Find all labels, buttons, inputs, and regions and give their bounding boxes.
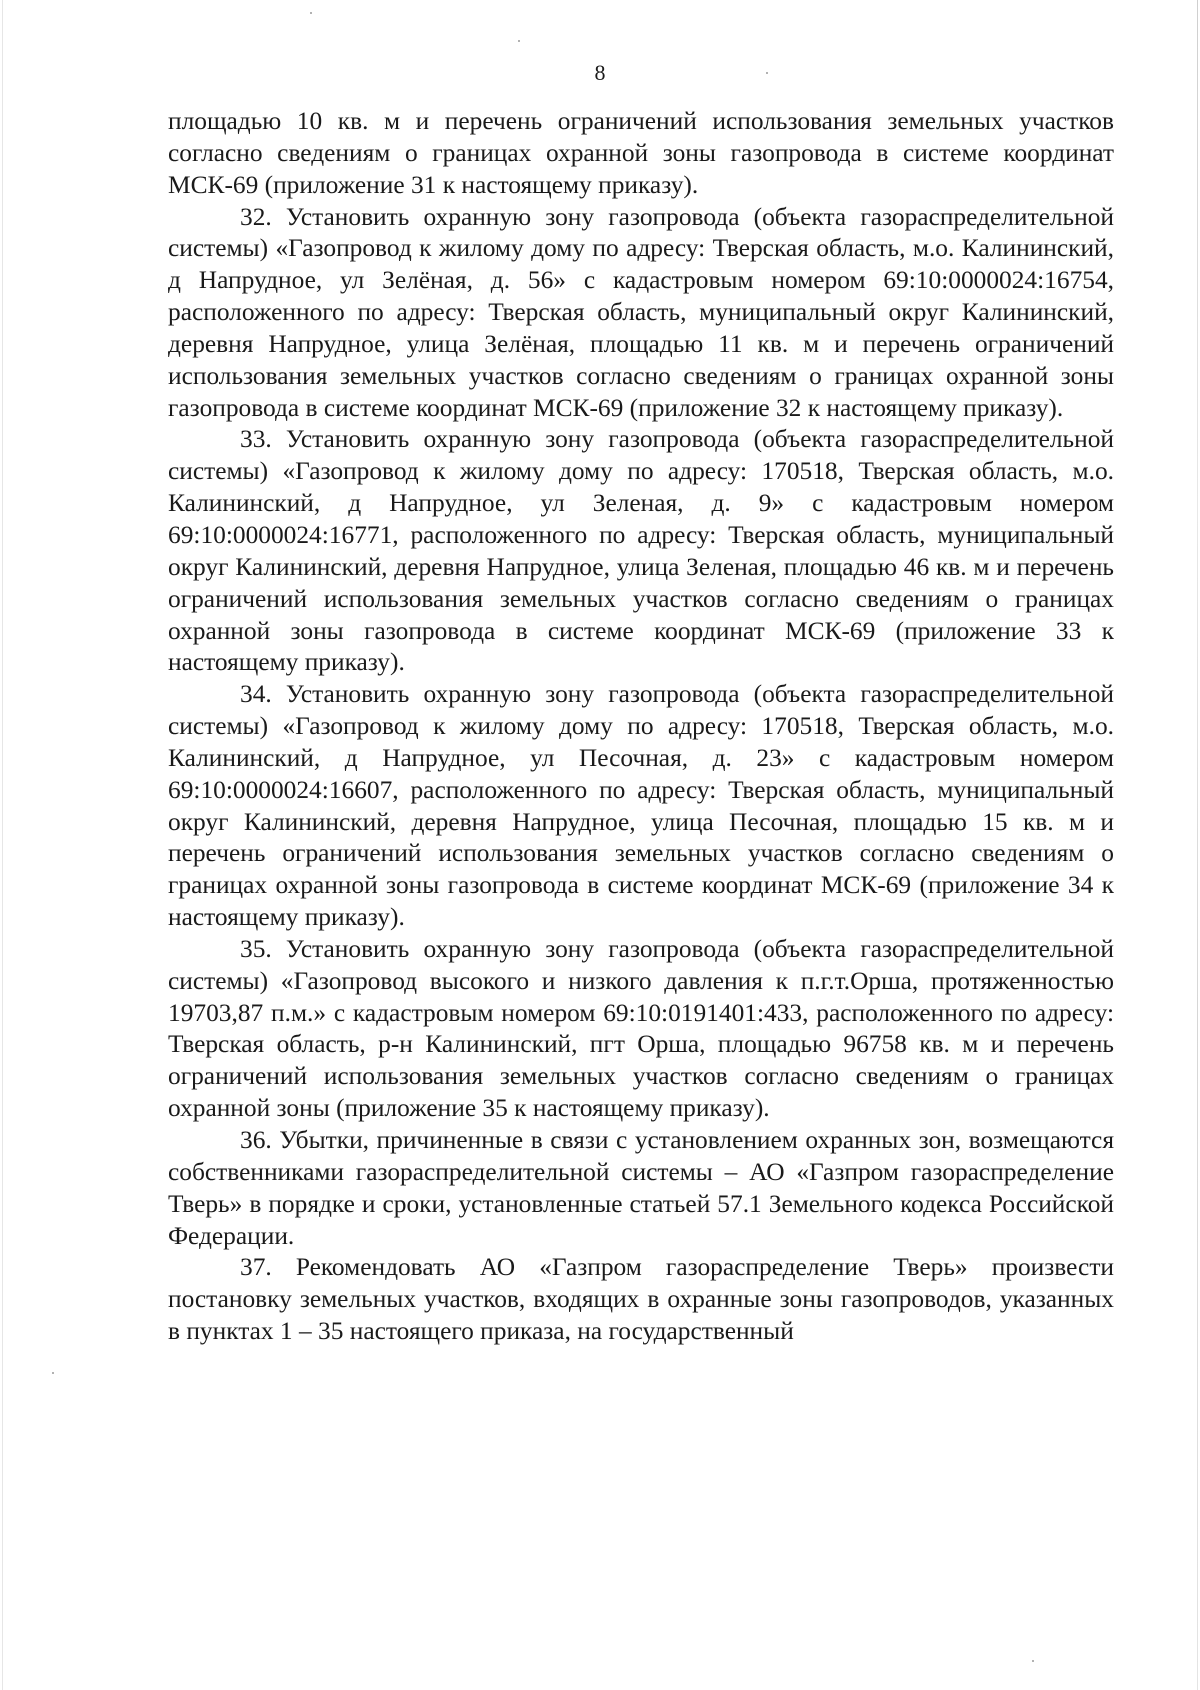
scan-speck [310,12,312,14]
paragraph-item-32: 32. Установить охранную зону газопровода (объекта газораспределительной системы) «Газопровод к жилому дому по адресу: Тверская область, м.о. Калининский, д Напрудное, ул Зелёная, д. 56» с кадастровым номером 69:10:0000024:16754, расположенного по адресу: Тверская область, муниципальный округ Калининский, деревня Напрудное, улица Зелёная, площадью 11 кв. м и перечень ограничений использования земельных участков согласно сведениям о границах охранной зоны газопровода в системе координат МСК-69 (приложение 32 к настоящему приказу). [168,202,1114,422]
scan-edge-left [2,0,3,1690]
page-number: 8 [594,60,606,85]
paragraph-item-36: 36. Убытки, причиненные в связи с установлением охранных зон, возмещаются собственниками газораспределительной системы – АО «Газпром газораспределение Тверь» в порядке и сроки, установленные статьей 57.1 Земельного кодекса Российской Федерации. [168,1126,1114,1250]
document-body [168,106,1114,1348]
paragraph-item-37: 37. Рекомендовать АО «Газпром газораспределение Тверь» произвести постановку земельных участков, входящих в охранные зоны газопроводов, указанных в пунктах 1 – 35 настоящего приказа, на государственный [168,1253,1114,1346]
paragraph-item-33: 33. Установить охранную зону газопровода (объекта газораспределительной системы) «Газопровод к жилому дому по адресу: 170518, Тверская область, м.о. Калининский, д Напрудное, ул Зеленая, д. 9» с кадастровым номером 69:10:0000024:16771, расположенного по адресу: Тверская область, муниципальный округ Калининский, деревня Напрудное, улица Зеленая, площадью 46 кв. м и перечень ограничений использования земельных участков согласно сведениям о границах охранной зоны газопровода в системе координат МСК-69 (приложение 33 к настоящему приказу). [168,425,1114,677]
paragraph-continuation: площадью 10 кв. м и перечень ограничений использования земельных участков согласно сведениям о границах охранной зоны газопровода в системе координат МСК-69 (приложение 31 к настоящему приказу). [168,107,1114,199]
paragraph-item-34: 34. Установить охранную зону газопровода (объекта газораспределительной системы) «Газопровод к жилому дому по адресу: 170518, Тверская область, м.о. Калининский, д Напрудное, ул Песочная, д. 23» с кадастровым номером 69:10:0000024:16607, расположенного по адресу: Тверская область, муниципальный округ Калининский, деревня Напрудное, улица Песочная, площадью 15 кв. м и перечень ограничений использования земельных участков согласно сведениям о границах охранной зоны газопровода в системе координат МСК-69 (приложение 34 к настоящему приказу). [168,680,1114,932]
scan-edge-right [1197,0,1198,1690]
paragraph-item-35: 35. Установить охранную зону газопровода (объекта газораспределительной системы) «Газопровод высокого и низкого давления к п.г.т.Орша, протяженностью 19703,87 п.м.» с кадастровым номером 69:10:0191401:433, расположенного по адресу: Тверская область, р-н Калининский, пгт Орша, площадью 96758 кв. м и перечень ограничений использования земельных участков согласно сведениям о границах охранной зоны (приложение 35 к настоящему приказу). [168,934,1114,1123]
scan-speck [52,1372,54,1374]
scan-speck [518,40,520,42]
scan-speck [1032,1660,1034,1662]
